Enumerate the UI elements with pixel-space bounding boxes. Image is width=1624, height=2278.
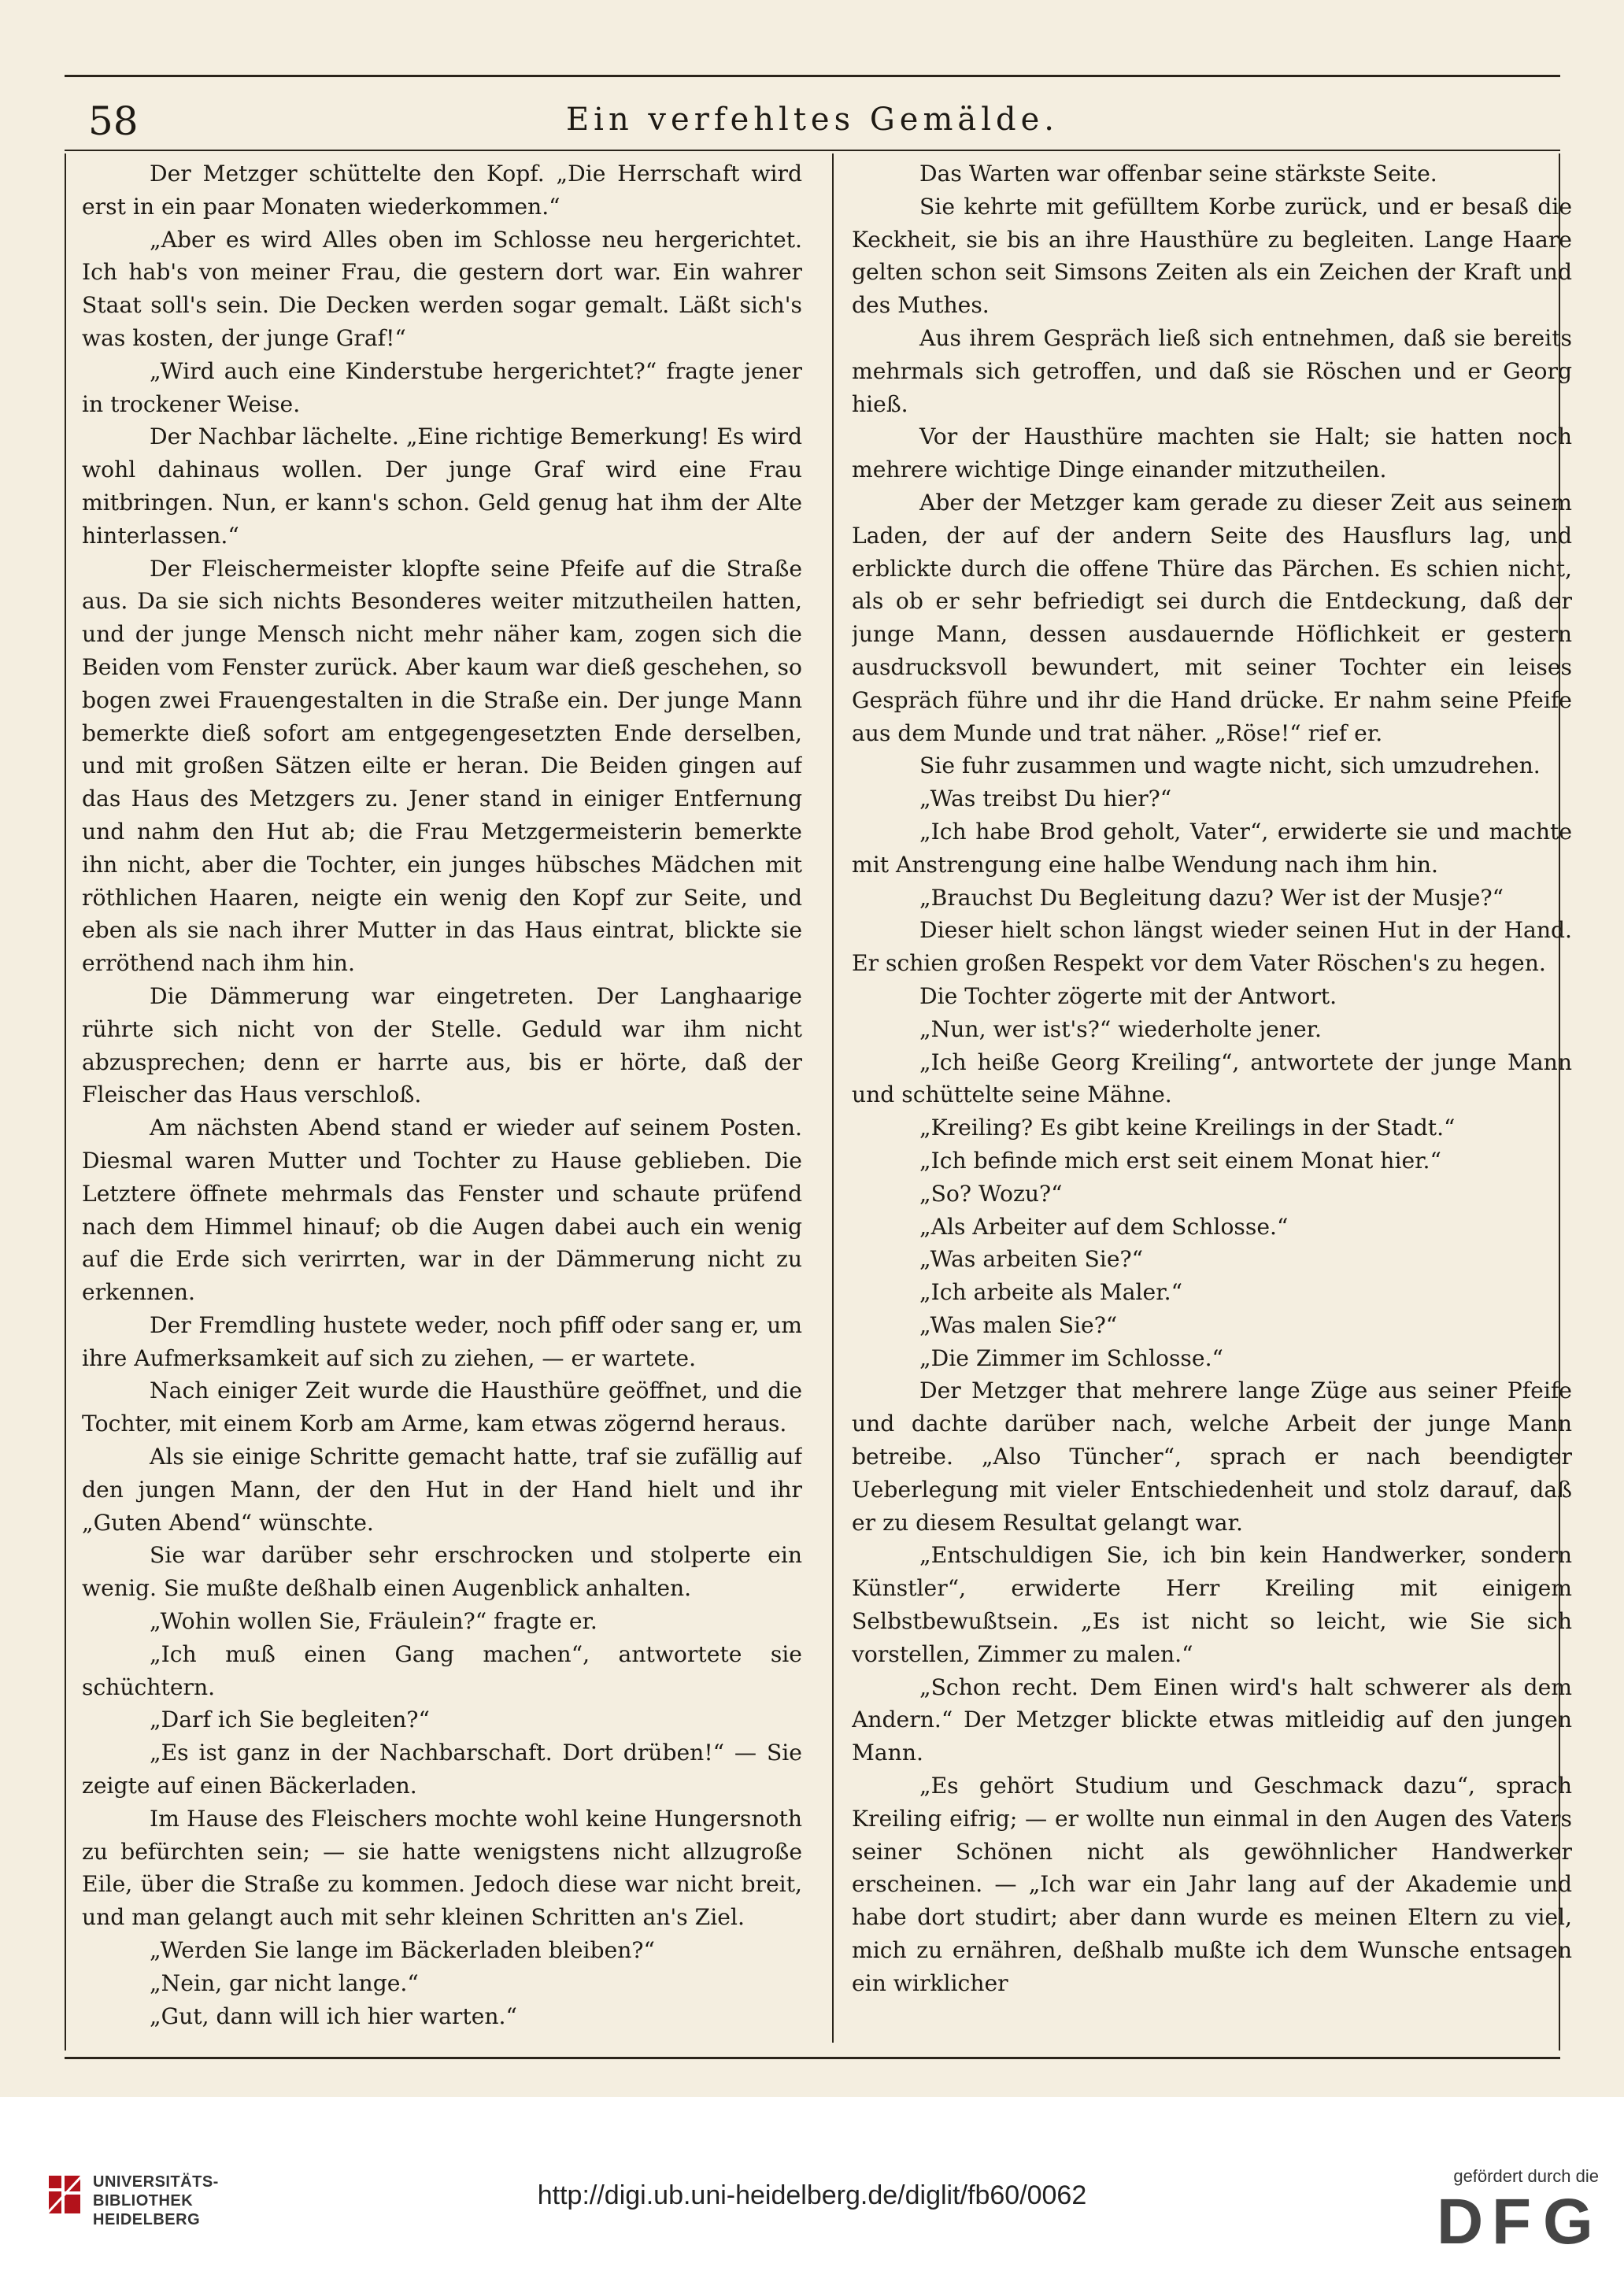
paragraph: „Schon recht. Dem Einen wird's halt schwerer als dem Andern.“ Der Metzger blickte etwas mitleidig auf den jungen Mann. <box>852 1673 1572 1766</box>
paragraph: „Wohin wollen Sie, Fräulein?“ fragte er. <box>150 1608 597 1635</box>
paragraph: Sie war darüber sehr erschrocken und stolperte ein wenig. Sie mußte deßhalb einen Augenblick anhalten. <box>82 1542 802 1602</box>
bottom-rule <box>65 2057 1560 2059</box>
paragraph: Am nächsten Abend stand er wieder auf seinem Posten. Diesmal waren Mutter und Tochter zu Hause geblieben. Die Letztere öffnete mehrmals das Fenster und schaute prüfend nach dem Himmel hinauf; ob die Augen dabei auch ein wenig auf die Erde sich verirrten, war in der Dämmerung nicht zu erkennen. <box>82 1115 802 1306</box>
paragraph: „Ich heiße Georg Kreiling“, antwortete der junge Mann und schüttelte seine Mähne. <box>852 1048 1572 1108</box>
paragraph: „Die Zimmer im Schlosse.“ <box>919 1344 1223 1371</box>
dfg-letter: D <box>1437 2186 1484 2258</box>
paragraph: „Es gehört Studium und Geschmack dazu“, sprach Kreiling eifrig; — er wollte nun einmal in den Augen des Vaters seiner Schönen nicht als gewöhnlicher Handwerker erscheinen. — „Ich war ein Jahr lang auf der Akademie und habe dort studirt; aber dann wurde es meinen Eltern zu viel, mich zu ernähren, deßhalb mußte ich dem Wunsche entsagen ein wirklicher <box>852 1773 1572 1996</box>
library-line: BIBLIOTHEK <box>93 2192 194 2210</box>
paragraph: „So? Wozu?“ <box>919 1180 1063 1207</box>
paragraph: Im Hause des Fleischers mochte wohl keine Hungersnoth zu befürchten sein; — sie hatte wenigstens nicht allzugroße Eile, über die Straße zu kommen. Jedoch diese war nicht breit, und man gelangt auch mit sehr kleinen Schritten an's Ziel. <box>82 1805 802 1931</box>
paragraph: „Ich befinde mich erst seit einem Monat hier.“ <box>919 1147 1441 1174</box>
paragraph: Nach einiger Zeit wurde die Hausthüre geöffnet, und die Tochter, mit einem Korb am Arme, kam etwas zögernd heraus. <box>82 1378 802 1437</box>
column-divider <box>832 153 834 2043</box>
paragraph: „Als Arbeiter auf dem Schlosse.“ <box>919 1213 1289 1240</box>
running-title: Ein verfehltes Gemälde. <box>565 102 1060 138</box>
paragraph: „Nun, wer ist's?“ wiederholte jener. <box>919 1015 1322 1042</box>
paragraph: „Ich muß einen Gang machen“, antwortete sie schüchtern. <box>82 1640 802 1700</box>
page-number: 58 <box>88 98 139 144</box>
paragraph: „Entschuldigen Sie, ich bin kein Handwerker, sondern Künstler“, erwiderte Herr Kreiling mit einigem Selbstbewußtsein. „Es ist nicht so leicht, wie Sie sich vorstellen, Zimmer zu malen.“ <box>852 1542 1572 1667</box>
paragraph: „Es ist ganz in der Nachbarschaft. Dort drüben!“ — Sie zeigte auf einen Bäckerladen. <box>82 1740 802 1799</box>
paragraph: „Was malen Sie?“ <box>919 1311 1118 1338</box>
paragraph: Der Metzger that mehrere lange Züge aus seiner Pfeife und dachte darüber nach, welche Arbeit der junge Mann betreibe. „Also Tüncher“, sprach er nach beendigter Ueberlegung mit vieler Entschiedenheit und stolz darauf, daß er zu diesem Resultat gelangt war. <box>852 1378 1572 1536</box>
paragraph: Der Metzger schüttelte den Kopf. „Die Herrschaft wird erst in ein paar Monaten wiederkommen.“ <box>82 161 802 220</box>
paragraph: Die Dämmerung war eingetreten. Der Langhaarige rührte sich nicht von der Stelle. Geduld war ihm nicht abzusprechen; denn er harrte aus, bis er hörte, daß der Fleischer das Haus verschloß. <box>82 982 802 1108</box>
paragraph: Aber der Metzger kam gerade zu dieser Zeit aus seinem Laden, der auf der andern Seite des Hausflurs lag, und erblickte durch die offene Thüre das Pärchen. Es schien nicht, als ob er sehr befriedigt sei durch die Entdeckung, daß der junge Mann, dessen ausdauernde Höflichkeit er gestern ausdrucksvoll bewundert, mit seiner Tochter ein leises Gespräch führe und ihr die Hand drücke. Er nahm seine Pfeife aus dem Munde und trat näher. „Röse!“ rief er. <box>852 489 1572 746</box>
right-text-column <box>852 157 1572 2047</box>
dfg-logo-icon <box>1437 2186 1602 2258</box>
library-line: HEIDELBERG <box>93 2211 201 2228</box>
paragraph: „Ich arbeite als Maler.“ <box>919 1279 1182 1306</box>
paragraph: „Werden Sie lange im Bäckerladen bleiben?“ <box>150 1937 655 1964</box>
paragraph: „Kreiling? Es gibt keine Kreilings in der Stadt.“ <box>919 1115 1456 1141</box>
left-text-column <box>82 157 802 2047</box>
paragraph: „Was treibst Du hier?“ <box>919 786 1172 812</box>
paragraph: Sie kehrte mit gefülltem Korbe zurück, und er besaß die Keckheit, sie bis an ihre Hausthüre zu begleiten. Lange Haare gelten schon seit Simsons Zeiten als ein Zeichen der Kraft und des Muthes. <box>852 193 1572 319</box>
source-url-link[interactable]: http://digi.ub.uni-heidelberg.de/diglit/fb60/0062 <box>537 2180 1087 2210</box>
library-line: UNIVERSITÄTS- <box>93 2173 219 2191</box>
dfg-letter: G <box>1543 2186 1593 2258</box>
paragraph: Die Tochter zögerte mit der Antwort. <box>919 982 1337 1009</box>
paragraph: „Ich habe Brod geholt, Vater“, erwiderte sie und machte mit Anstrengung eine halbe Wendung nach ihm hin. <box>852 818 1572 878</box>
paragraph: „Nein, gar nicht lange.“ <box>150 1969 419 1996</box>
paragraph: Das Warten war offenbar seine stärkste Seite. <box>919 161 1437 187</box>
left-frame-line <box>65 153 66 2051</box>
paragraph: Dieser hielt schon längst wieder seinen Hut in der Hand. Er schien großen Respekt vor dem Vater Röschen's zu hegen. <box>852 917 1572 977</box>
funder-caption: gefördert durch die <box>1453 2166 1599 2186</box>
top-rule <box>65 75 1560 77</box>
paragraph: „Was arbeiten Sie?“ <box>919 1246 1144 1273</box>
paragraph: „Aber es wird Alles oben im Schlosse neu hergerichtet. Ich hab's von meiner Frau, die gestern dort war. Ein wahrer Staat soll's sein. Die Decken werden sogar gemalt. Läßt sich's was kosten, der junge Graf!“ <box>82 226 802 351</box>
paragraph: „Brauchst Du Begleitung dazu? Wer ist der Musje?“ <box>919 884 1504 911</box>
paragraph: Der Nachbar lächelte. „Eine richtige Bemerkung! Es wird wohl dahinaus wollen. Der junge Graf wird eine Frau mitbringen. Nun, er kann's schon. Geld genug hat ihm der Alte hinterlassen.“ <box>82 423 802 549</box>
paragraph: „Wird auch eine Kinderstube hergerichtet?“ fragte jener in trockener Weise. <box>82 357 802 417</box>
dfg-letter: F <box>1492 2186 1532 2258</box>
scanned-page <box>65 75 1572 2066</box>
page-header <box>88 91 1537 153</box>
paragraph: Vor der Hausthüre machten sie Halt; sie hatten noch mehrere wichtige Dinge einander mitzutheilen. <box>852 423 1572 483</box>
paragraph: Sie fuhr zusammen und wagte nicht, sich umzudrehen. <box>919 753 1541 779</box>
paragraph: „Gut, dann will ich hier warten.“ <box>150 2002 517 2029</box>
paragraph: Als sie einige Schritte gemacht hatte, traf sie zufällig auf den jungen Mann, der den Hut in der Hand hielt und ihr „Guten Abend“ wünschte. <box>82 1444 802 1536</box>
header-rule <box>65 150 1560 151</box>
paragraph: Aus ihrem Gespräch ließ sich entnehmen, daß sie bereits mehrmals sich getroffen, und daß sie Röschen und er Georg hieß. <box>852 324 1572 417</box>
paragraph: Der Fremdling hustete weder, noch pfiff oder sang er, um ihre Aufmerksamkeit auf sich zu ziehen, — er wartete. <box>82 1311 802 1371</box>
paragraph: Der Fleischermeister klopfte seine Pfeife auf die Straße aus. Da sie sich nichts Besonderes weiter mitzutheilen hatten, und der junge Mensch nicht mehr näher kam, zogen sich die Beiden vom Fenster zurück. Aber kaum war dieß geschehen, so bogen zwei Frauengestalten in die Straße ein. Der junge Mann bemerkte dieß sofort am entgegengesetzten Ende derselben, und mit großen Sätzen eilte er heran. Die Beiden gingen auf das Haus des Metzgers zu. Jener stand in einiger Entfernung und nahm den Hut ab; die Frau Metzgermeisterin bemerkte ihn nicht, aber die Tochter, ein junges hübsches Mädchen mit röthlichen Haaren, neigte ein wenig den Kopf zur Seite, und eben als sie nach ihrer Mutter in das Haus eintrat, blickte sie erröthend nach ihm hin. <box>82 555 802 977</box>
paragraph: „Darf ich Sie begleiten?“ <box>150 1707 430 1733</box>
